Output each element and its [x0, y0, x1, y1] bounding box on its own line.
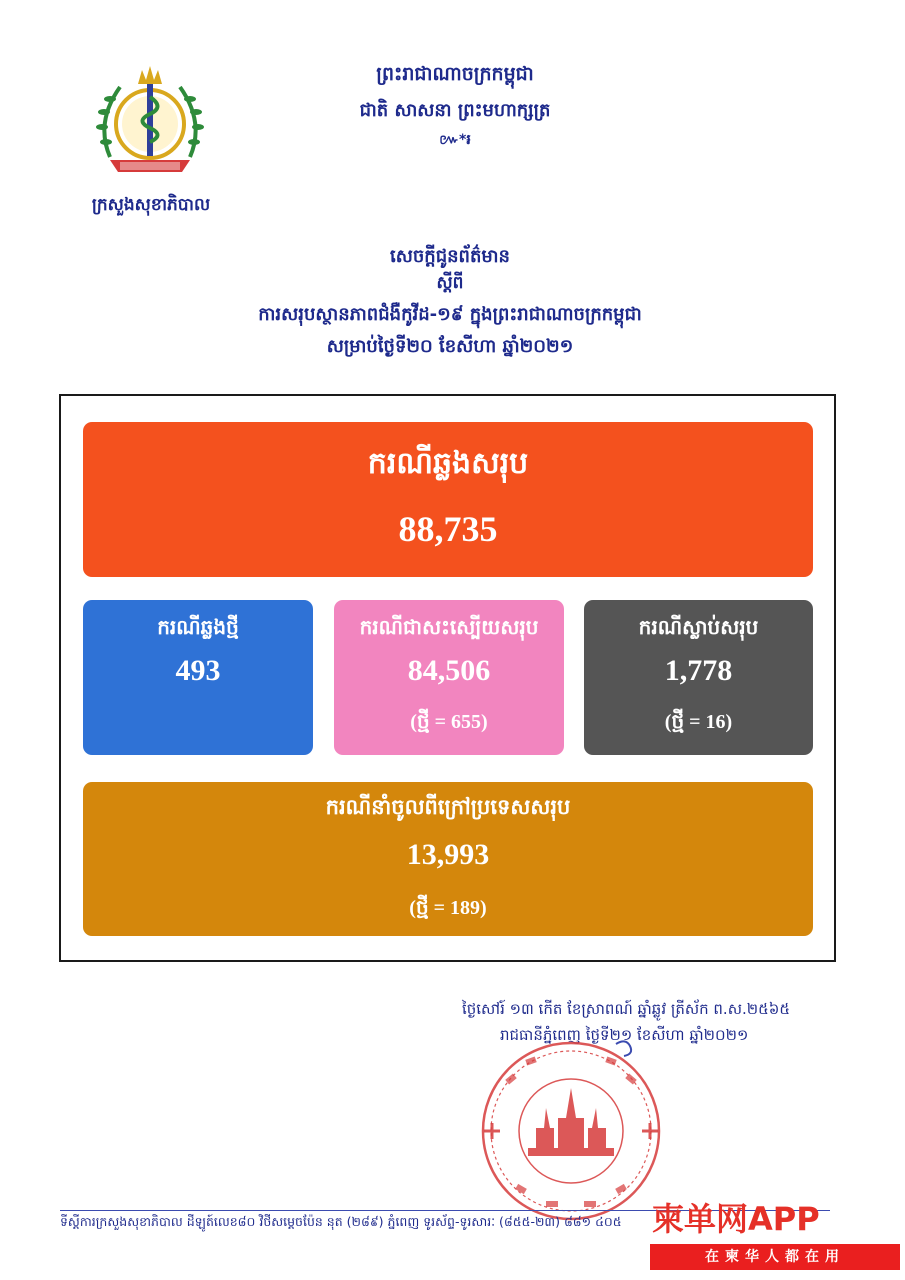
recovered-value: 84,506 [407, 654, 491, 687]
new-cases-label: ករណីឆ្លងថ្មី [157, 615, 239, 639]
deaths-card [584, 600, 813, 755]
document-date-line: សម្រាប់ថ្ងៃទី២០ ខែសីហា ឆ្នាំ២០២១ [326, 336, 574, 357]
deaths-value: 1,778 [664, 654, 733, 687]
ornament-divider: ៚*៛ [439, 132, 471, 148]
imported-cases-card [83, 782, 813, 936]
new-cases-card [83, 600, 313, 755]
document-subtitle-about: ស្តីពី [436, 273, 464, 293]
imported-cases-label: ករណីនាំចូលពីក្រៅប្រទេសសរុប [325, 795, 571, 819]
lunar-date: ថ្ងៃសៅរ៍ ១៣ កើត ខែស្រាពណ៍ ឆ្នាំឆ្លូវ ត្រីស័ក ព.ស.២៥៦៥ [462, 1000, 790, 1018]
total-cases-label: ករណីឆ្លងសរុប [367, 446, 529, 481]
document-title: សេចក្តីជូនព័ត៌មាន [390, 246, 510, 267]
document-subject: ការសរុបស្ថានភាពជំងឺកូវីដ-១៩ ក្នុងព្រះរាជាណាចក្រកម្ពុជា [258, 304, 642, 325]
angkor-seal-icon [466, 1036, 676, 1226]
deaths-label: ករណីស្លាប់សរុប [638, 615, 759, 639]
watermark-logo-text: 柬单网APP [652, 1200, 820, 1238]
recovered-card [334, 600, 564, 755]
kingdom-title: ព្រះរាជាណាចក្រកម្ពុជា [376, 63, 534, 85]
imported-cases-value: 13,993 [406, 838, 490, 871]
recovered-new: (ថ្មី = 655) [410, 711, 488, 733]
total-cases-value: 88,735 [398, 509, 498, 549]
footer-address: ទីស្តីការក្រសួងសុខាភិបាល ដីឡូត៍លេខ៨០ វិថីសម្តេចប៉ែន នុត (២៨៩) ភ្នំពេញ ទូរស័ព្ទ-ទូរសារៈ (៨៥៥-២៣) ៨៨១ ៤០៥ [60, 1214, 622, 1229]
total-cases-card [83, 422, 813, 577]
watermark-logo [652, 1198, 900, 1238]
kingdom-motto: ជាតិ សាសនា ព្រះមហាក្សត្រ [359, 100, 551, 121]
new-cases-value: 493 [175, 654, 221, 687]
watermark-tagline: 在柬华人都在用 [650, 1244, 900, 1270]
deaths-new: (ថ្មី = 16) [664, 711, 733, 733]
ministry-emblem-icon [90, 62, 210, 187]
imported-cases-new: (ថ្មី = 189) [409, 897, 487, 919]
recovered-label: ករណីជាសះស្បើយសរុប [359, 615, 539, 639]
solar-date: រាជធានីភ្នំពេញ ថ្ងៃទី២១ ខែសីហា ឆ្នាំ២០២១ [500, 1026, 749, 1044]
ministry-name: ក្រសួងសុខាភិបាល [91, 195, 211, 215]
